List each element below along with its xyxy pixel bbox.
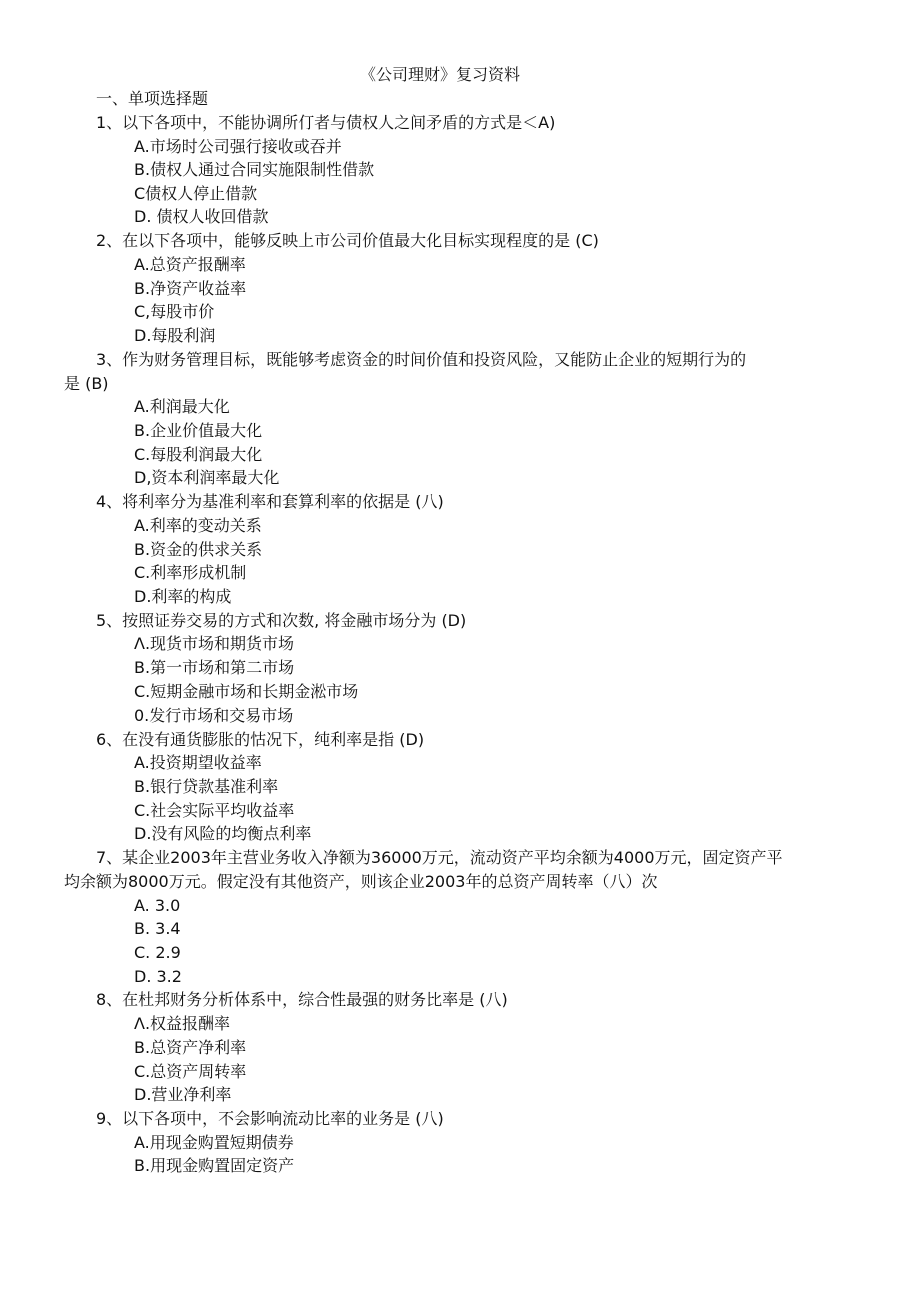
option-1b: B.债权人通过合同实施限制性借款	[134, 160, 375, 179]
option-3a: A.利润最大化	[134, 397, 230, 416]
option-2b: B.净资产收益率	[134, 279, 247, 298]
section-heading: 一、单项选择题	[96, 89, 209, 108]
question-8: 8、在杜邦财务分析体系中，综合性最强的财务比率是 (八)	[96, 990, 508, 1009]
option-7c: C. 2.9	[134, 943, 181, 962]
document-title: 《公司理财》复习资料	[360, 65, 521, 84]
option-2d: D.每股利润	[134, 326, 216, 345]
option-5a: Λ.现货市场和期货市场	[134, 634, 295, 653]
option-4b: B.资金的供求关系	[134, 540, 263, 559]
option-3c: C.每股利润最大化	[134, 445, 263, 464]
question-5: 5、按照证券交易的方式和次数, 将金融市场分为 (D)	[96, 611, 467, 630]
question-4: 4、将利率分为基准利率和套算利率的依据是 (八)	[96, 492, 444, 511]
option-6d: D.没有风险的均衡点利率	[134, 824, 312, 843]
option-8a: Λ.权益报酬率	[134, 1014, 231, 1033]
option-8c: C.总资产周转率	[134, 1062, 247, 1081]
option-1d: D. 债权人收回借款	[134, 207, 269, 226]
option-4a: A.利率的变动关系	[134, 516, 262, 535]
option-9a: A.用现金购置短期债券	[134, 1133, 294, 1152]
option-1a: A.市场时公司强行接收或吞并	[134, 137, 342, 156]
option-7b: B. 3.4	[134, 919, 181, 938]
question-7-continued: 均余额为8000万元。假定没有其他资产，则该企业2003年的总资产周转率（八）次	[64, 872, 658, 891]
option-8d: D.营业净利率	[134, 1085, 232, 1104]
option-5c: C.短期金融市场和长期金淞市场	[134, 682, 359, 701]
question-7: 7、某企业2003年主营业务收入净额为36000万元，流动资产平均余额为4000万元，固定资产平	[96, 848, 783, 867]
option-3b: B.企业价值最大化	[134, 421, 263, 440]
question-6: 6、在没有通货膨胀的怙况下，纯利率是指 (D)	[96, 730, 425, 749]
question-1: 1、以下各项中，不能协调所仃者与债权人之间矛盾的方式是＜A)	[96, 113, 556, 132]
question-2: 2、在以下各项中，能够反映上市公司价值最大化目标实现程度的是 (C)	[96, 231, 599, 250]
question-3-continued: 是 (B)	[64, 374, 109, 393]
option-4c: C.利率形成机制	[134, 563, 247, 582]
question-3: 3、作为财务管理目标，既能够考虑资金的时间价值和投资风险，又能防止企业的短期行为的	[96, 350, 747, 369]
option-1c: C债权人停止借款	[134, 184, 258, 203]
option-6a: A.投资期望收益率	[134, 753, 262, 772]
option-8b: B.总资产净利率	[134, 1038, 247, 1057]
option-2c: C,每股市价	[134, 302, 215, 321]
option-9b: B.用现金购置固定资产	[134, 1156, 295, 1175]
option-6c: C.社会实际平均收益率	[134, 801, 295, 820]
option-5d: 0.发行市场和交易市场	[134, 706, 294, 725]
question-9: 9、以下各项中，不会影响流动比率的业务是 (八)	[96, 1109, 444, 1128]
option-7a: A. 3.0	[134, 896, 181, 915]
option-6b: B.银行贷款基准利率	[134, 777, 279, 796]
option-3d: D,资本利润率最大化	[134, 468, 280, 487]
option-7d: D. 3.2	[134, 967, 182, 986]
option-2a: A.总资产报酬率	[134, 255, 246, 274]
option-5b: B.第一市场和第二市场	[134, 658, 295, 677]
option-4d: D.利率的构成	[134, 587, 232, 606]
